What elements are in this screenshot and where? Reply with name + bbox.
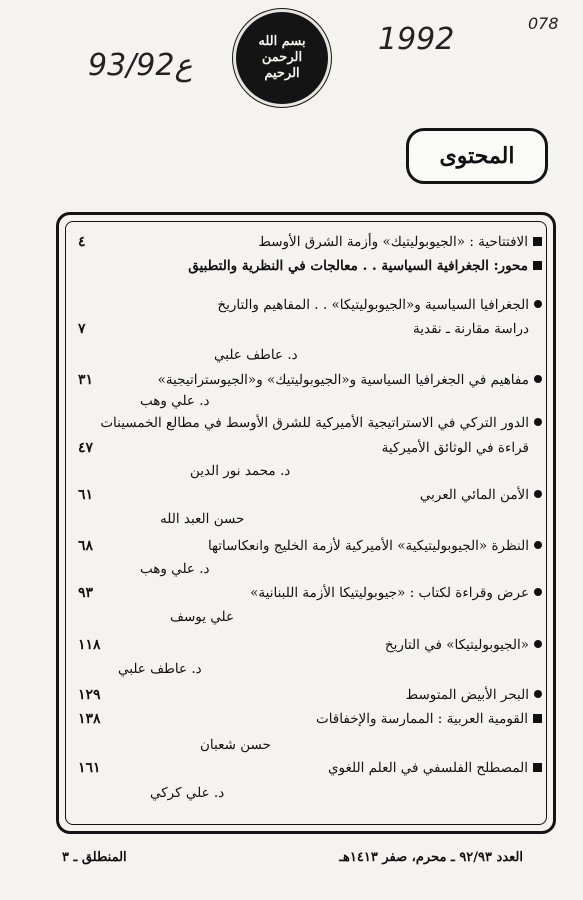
toc-entry-title: الدور التركي في الاستراتيجية الأميركية للشرق الأوسط في مطالع الخمسينات [100, 415, 529, 431]
handwritten-issue-number: 93/92ع [88, 48, 193, 83]
dot-bullet-icon [534, 300, 542, 308]
toc-page-number: ١٣٨ [78, 711, 101, 727]
toc-page-number: ٣١ [78, 372, 94, 388]
toc-entry-title: القومية العربية : الممارسة والإخفاقات [315, 711, 528, 727]
footer-issue-info: العدد ٩٢/٩٣ ـ محرم، صفر ١٤١٣هـ [339, 850, 523, 865]
toc-entry-title: عرض وقراءة لكتاب : «جيوبوليتيكا الأزمة اللبنانية» [250, 585, 529, 601]
toc-entry [72, 231, 542, 253]
toc-entry [72, 294, 542, 316]
toc-entry-title: مفاهيم في الجغرافيا السياسية و«الجيوبوليتيك» و«الجيوستراتيجية» [157, 372, 529, 388]
toc-entry-title: محور: الجغرافية السياسية . . معالجات في النظرية والتطبيق [188, 258, 528, 274]
toc-entry-title: الجغرافيا السياسية و«الجيوبوليتيكا» . . المفاهيم والتاريخ [217, 297, 529, 313]
handwritten-corner-note: 078 [528, 14, 559, 33]
seal-calligraphy: بسم الله الرحمن الرحيم [258, 33, 306, 82]
dot-bullet-icon [534, 541, 542, 549]
author-name: د. عاطف علبي [118, 661, 202, 677]
contents-heading-box [406, 128, 548, 184]
toc-page-number: ١١٨ [78, 637, 101, 653]
author-name: د. علي وهب [140, 561, 210, 577]
toc-entry [72, 634, 542, 656]
toc-page-number: ٤٧ [78, 440, 94, 456]
author-name: حسن العبد الله [160, 511, 245, 527]
toc-entry-title: الأمن المائي العربي [419, 487, 529, 503]
author-name: د. محمد نور الدين [190, 463, 291, 479]
handwritten-year: 1992 [378, 22, 455, 57]
square-bullet-icon [533, 261, 542, 270]
toc-entry [72, 412, 542, 434]
toc-entry-title: قراءة في الوثائق الأميركية [381, 440, 529, 456]
square-bullet-icon [533, 237, 542, 246]
toc-entry [72, 708, 542, 730]
dot-bullet-icon [534, 418, 542, 426]
toc-page-number: ١٢٩ [78, 687, 101, 703]
toc-entry [72, 437, 542, 459]
author-name: د. علي وهب [140, 393, 210, 409]
toc-page-number: ١٦١ [78, 760, 101, 776]
dot-bullet-icon [534, 588, 542, 596]
contents-title: المحتوى [439, 143, 515, 169]
toc-page-number: ٩٣ [78, 585, 94, 601]
toc-entry [72, 255, 542, 277]
basmala-seal [236, 12, 328, 104]
toc-entry [72, 369, 542, 391]
toc-entry-title: دراسة مقارنة ـ نقدية [412, 321, 529, 337]
toc-entry-title: «الجيوبوليتيكا» في التاريخ [384, 637, 529, 653]
toc-entry-title: المصطلح الفلسفي في العلم اللغوي [327, 760, 528, 776]
toc-entry [72, 684, 542, 706]
toc-entry [72, 535, 542, 557]
author-name: د. علي كركي [150, 785, 225, 801]
toc-entry-title: النظرة «الجيوبوليتيكية» الأميركية لأزمة الخليج وانعكاساتها [207, 538, 529, 554]
toc-entry [72, 582, 542, 604]
toc-entry [72, 484, 542, 506]
toc-page-number: ٤ [78, 234, 86, 250]
dot-bullet-icon [534, 490, 542, 498]
toc-entry-title: البحر الأبيض المتوسط [405, 687, 529, 703]
square-bullet-icon [533, 714, 542, 723]
dot-bullet-icon [534, 640, 542, 648]
toc-page-number: ٧ [78, 321, 86, 337]
toc-entry-title: الافتتاحية : «الجيوبوليتيك» وأزمة الشرق الأوسط [258, 234, 528, 250]
dot-bullet-icon [534, 375, 542, 383]
dot-bullet-icon [534, 690, 542, 698]
toc-entry [72, 757, 542, 779]
toc-page-number: ٦١ [78, 487, 94, 503]
footer-page-label: المنطلق ـ ٣ [62, 850, 127, 865]
toc-page-number: ٦٨ [78, 538, 94, 554]
square-bullet-icon [533, 763, 542, 772]
author-name: علي يوسف [170, 609, 235, 625]
toc-entry [72, 318, 542, 340]
author-name: حسن شعبان [200, 737, 271, 753]
author-name: د. عاطف علبي [214, 347, 298, 363]
